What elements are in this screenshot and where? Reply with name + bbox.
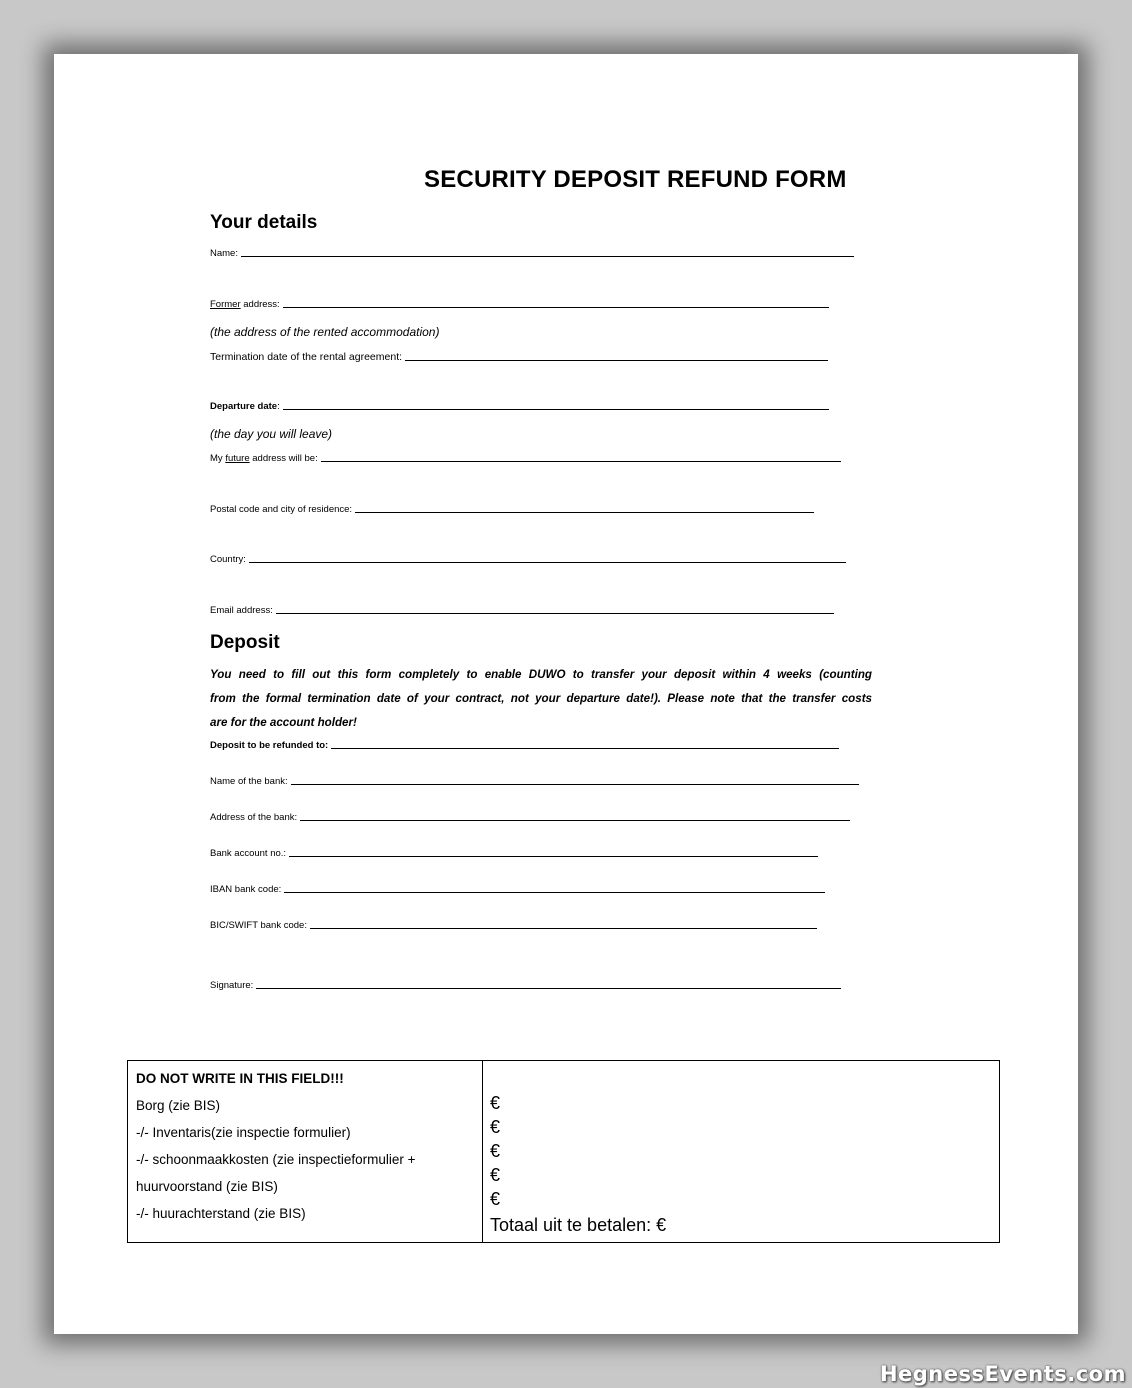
signature-line[interactable]	[256, 987, 841, 989]
bic-swift-label: BIC/SWIFT bank code:	[210, 920, 307, 931]
former-address-note: (the address of the rented accommodation)	[210, 325, 440, 339]
form-title: SECURITY DEPOSIT REFUND FORM	[424, 166, 847, 193]
your-details-heading: Your details	[210, 212, 318, 233]
bank-name-label: Name of the bank:	[210, 776, 288, 787]
email-label: Email address:	[210, 605, 273, 616]
bank-address-label: Address of the bank:	[210, 812, 298, 823]
office-box-heading: DO NOT WRITE IN THIS FIELD!!!	[136, 1071, 344, 1086]
email-field[interactable]	[210, 605, 834, 616]
bic-swift-line[interactable]	[310, 927, 817, 929]
future-address-field[interactable]	[210, 453, 841, 464]
departure-date-label: Departure date:	[210, 401, 280, 412]
bank-account-label: Bank account no.:	[210, 848, 287, 859]
bic-swift-field[interactable]	[210, 920, 817, 931]
deposit-refund-field[interactable]	[210, 740, 839, 751]
total-label: Totaal uit te betalen: €	[490, 1215, 667, 1235]
termination-date-label: Termination date of the rental agreement:	[210, 351, 403, 363]
bank-address-field[interactable]	[210, 812, 850, 823]
euro-mark: €	[490, 1165, 501, 1185]
euro-mark: €	[490, 1117, 501, 1137]
signature-field[interactable]	[210, 980, 841, 991]
office-box-amounts	[490, 1091, 666, 1237]
office-box-row: huurvoorstand (zie BIS)	[136, 1179, 278, 1194]
name-field[interactable]	[210, 248, 854, 259]
deposit-instructions-line: from the formal termination date of your contract, not your departure date!). Please note that the transfer costs	[210, 692, 872, 705]
iban-label: IBAN bank code:	[210, 884, 282, 895]
office-box-labels	[136, 1065, 416, 1227]
future-address-label: My future address will be:	[210, 453, 318, 464]
office-box-row: -/- huurachterstand (zie BIS)	[136, 1206, 306, 1221]
deposit-instructions-line: are for the account holder!	[210, 716, 357, 729]
bank-name-field[interactable]	[210, 776, 859, 787]
country-label: Country:	[210, 554, 246, 565]
office-box-row: -/- Inventaris(zie inspectie formulier)	[136, 1125, 351, 1140]
name-label: Name:	[210, 248, 238, 259]
bank-account-field[interactable]	[210, 848, 818, 859]
future-address-line[interactable]	[321, 460, 841, 462]
country-line[interactable]	[249, 561, 846, 563]
deposit-refund-line[interactable]	[331, 747, 839, 749]
office-box-divider	[482, 1061, 483, 1242]
bank-account-line[interactable]	[289, 855, 818, 857]
departure-date-line[interactable]	[283, 408, 829, 410]
office-box-row: -/- schoonmaakkosten (zie inspectieformulier +	[136, 1152, 416, 1167]
country-field[interactable]	[210, 554, 846, 565]
euro-mark: €	[490, 1093, 501, 1113]
postal-code-field[interactable]	[210, 504, 814, 515]
former-address-label: Former address:	[210, 299, 280, 310]
signature-label: Signature:	[210, 980, 254, 991]
former-address-line[interactable]	[283, 306, 829, 308]
deposit-instructions	[210, 663, 872, 735]
name-line[interactable]	[241, 255, 854, 257]
bank-address-line[interactable]	[300, 819, 850, 821]
termination-date-field[interactable]	[210, 351, 828, 363]
termination-date-line[interactable]	[405, 359, 828, 361]
office-use-box	[127, 1060, 1000, 1243]
euro-mark: €	[490, 1189, 501, 1209]
departure-date-note: (the day you will leave)	[210, 427, 333, 441]
iban-line[interactable]	[284, 891, 825, 893]
site-watermark: HegnessEvents.com	[879, 1362, 1126, 1386]
postal-code-label: Postal code and city of residence:	[210, 504, 353, 515]
departure-date-field[interactable]	[210, 401, 829, 412]
deposit-instructions-line: You need to fill out this form completely to enable DUWO to transfer your deposit within 4 weeks (counting	[210, 668, 872, 681]
email-line[interactable]	[276, 612, 834, 614]
office-box-row: Borg (zie BIS)	[136, 1098, 221, 1113]
postal-code-line[interactable]	[355, 511, 814, 513]
former-address-field[interactable]	[210, 299, 829, 310]
bank-name-line[interactable]	[291, 783, 859, 785]
deposit-heading: Deposit	[210, 632, 280, 653]
iban-field[interactable]	[210, 884, 825, 895]
deposit-refund-label: Deposit to be refunded to:	[210, 740, 329, 751]
euro-mark: €	[490, 1141, 501, 1161]
